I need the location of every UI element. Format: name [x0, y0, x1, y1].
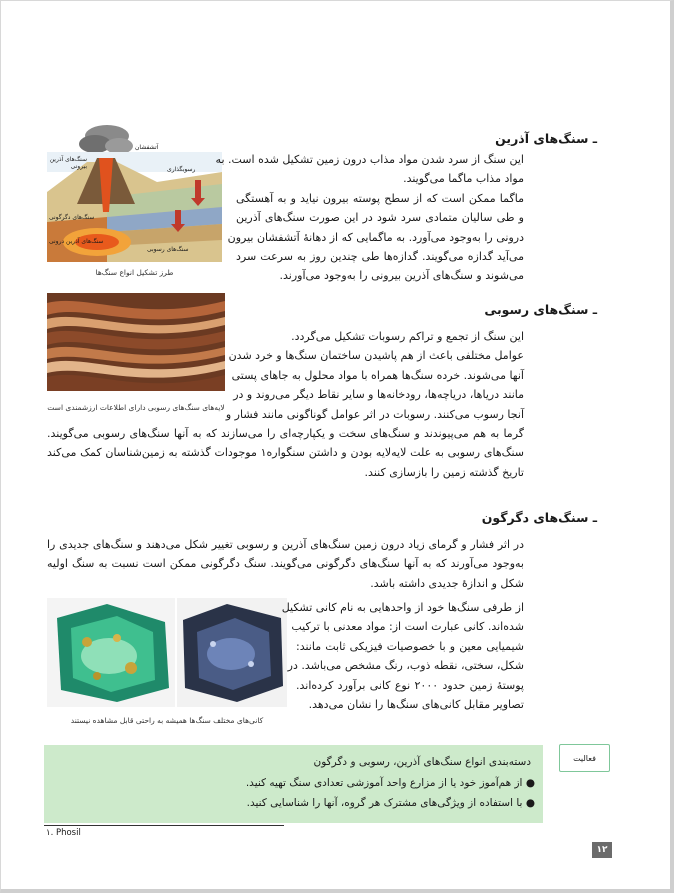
text-line: این سنگ از سرد شدن مواد مذاب درون زمین تشکیل شده است. به: [215, 153, 524, 166]
metamorphic-paragraph-narrow: [281, 598, 524, 714]
text-line: شکل، سختی، نقطه ذوب، رنگ مشخص می‌باشد. در: [287, 659, 524, 673]
activity-box: [44, 745, 543, 823]
diagram-label-sedimentary: سنگ‌های رسوبی: [147, 246, 189, 253]
text-line: ماگما ممکن است که از سطح پوسته بیرون نیاید و به آهستگی: [236, 191, 524, 205]
layers-caption: لایه‌های سنگ‌های رسوبی دارای اطلاعات ارزشمندی است: [47, 403, 225, 412]
diagram-label-igneous-intrusive: سنگ‌های آذرین درونی: [49, 238, 104, 245]
text-line: می‌شوند و سنگ‌های آذرین بیرونی را به‌وجود می‌آورند.: [279, 269, 524, 283]
sedimentary-layers-photo: [47, 293, 225, 391]
text-line: می‌آید گدازه می‌گویند. گدازه‌ها طی چندین روز به سرعت سرد: [236, 250, 524, 264]
rock-formation-diagram: [47, 122, 222, 262]
text-line: آنها می‌شوند. خرده سنگ‌ها همراه با مواد محلول به جاهای پستی: [231, 368, 524, 382]
text-line: به‌وجود می‌آورند که به آنها سنگ‌های دگرگونی می‌گویند. سنگ دگرگونی ممکن است نسبت به سنگ اولیه: [47, 557, 524, 571]
activity-tab: فعالیت: [559, 744, 610, 772]
footnote-divider: [44, 825, 284, 826]
activity-item: [246, 774, 535, 793]
text-line: مانند دریاها، دریاچه‌ها، رودخانه‌ها و سایر نقاط دیگر می‌روند و در: [233, 388, 524, 402]
page-number: ۱۲: [592, 842, 612, 858]
sedimentary-paragraph-narrow: [225, 327, 524, 424]
sedimentary-paragraph-wide: [47, 424, 524, 482]
activity-item: [247, 794, 535, 813]
text-line: تصاویر مقابل کانی‌های سنگ‌ها را نشان می‌دهد.: [308, 698, 524, 712]
text-line: این سنگ از تجمع و تراکم رسوبات تشکیل می‌گردد.: [291, 330, 524, 343]
green-mineral-photo: [47, 598, 175, 707]
text-line: شکل و اندازهٔ جدیدی داشته باشد.: [370, 576, 524, 590]
dark-mineral-photo: [177, 598, 287, 707]
diagram-label-igneous-extrusive: سنگ‌های آذرین بیرونی: [49, 156, 87, 170]
text-line: مواد مذاب ماگما می‌گویند.: [403, 172, 524, 186]
text-line: گرما به هم می‌پیوندند و سنگ‌های سخت و یکپارچه‌ای را می‌سازند که به آنها سنگ‌های رسوبی می‌گویند.: [47, 427, 524, 440]
sedimentary-heading: ـ سنگ‌های رسوبی: [484, 302, 597, 317]
diagram-label-volcano: آتشفشان: [135, 144, 159, 151]
igneous-paragraph: [215, 150, 524, 286]
activity-title: دسته‌بندی انواع سنگ‌های آذرین، رسوبی و دگرگون: [313, 756, 531, 768]
metamorphic-heading: ـ سنگ‌های دگرگون: [481, 510, 597, 525]
text-line: از طرفی سنگ‌ها خود از واحدهایی به نام کانی تشکیل: [281, 601, 524, 614]
activity-item-text: با استفاده از ویژگی‌های مشترک هر گروه، آنها را شناسایی کنید.: [246, 797, 523, 809]
metamorphic-paragraph-wide: [47, 535, 524, 593]
text-line: سنگ‌های رسوبی به علت لایه‌لایه بودن و داشتن سنگواره۱ موجودات گذشته به زمین‌شناسان کمک می‌کند: [47, 446, 524, 460]
text-line: و طی سالیان متمادی سرد شود در این صورت سنگ‌های آذرین: [236, 211, 524, 225]
text-line: آنجا رسوب می‌کنند. رسوبات در اثر عوامل گوناگونی مانند فشار و: [225, 407, 524, 421]
text-line: شده‌اند. کانی عبارت است از: مواد معدنی با ترکیب: [291, 620, 524, 634]
text-line: شیمیایی معین و با خصوصیات فیزیکی ثابت مانند:: [296, 639, 524, 653]
text-line: در اثر فشار و گرمای زیاد درون زمین سنگ‌های آذرین و رسوبی تغییر شکل می‌دهند و سنگ‌های جدیدی را: [47, 538, 524, 551]
text-line: تاریخ گذشته زمین را بازسازی کنند.: [364, 465, 524, 479]
diagram-label-sediments: رسوبگذاری: [167, 166, 196, 173]
text-line: پوستهٔ زمین حدود ۲۰۰۰ نوع کانی برآورد کرده‌اند.: [296, 678, 524, 692]
activity-item-text: از هم‌آموز خود یا از مزارع واحد آموزشی تعدادی سنگ تهیه کنید.: [245, 777, 523, 789]
footnote: ۱. Phosil: [46, 828, 81, 838]
bullet-icon: ●: [525, 777, 535, 789]
diagram-caption: طرز تشکیل انواع سنگ‌ها: [95, 268, 174, 277]
igneous-heading: ـ سنگ‌های آذرین: [495, 131, 597, 146]
diagram-label-metamorphic: سنگ‌های دگرگونی: [49, 214, 95, 221]
text-line: عوامل مختلفی باعث از هم پاشیدن ساختمان سنگ‌ها و خرد شدن: [228, 349, 524, 363]
text-line: درونی را به‌وجود می‌آورد. به ماگمایی که از دهانهٔ آتشفشان بیرون: [227, 230, 524, 244]
bullet-icon: ●: [525, 797, 535, 809]
minerals-caption: کانی‌های مختلف سنگ‌ها همیشه به راحتی قابل مشاهده نیستند: [70, 716, 264, 725]
